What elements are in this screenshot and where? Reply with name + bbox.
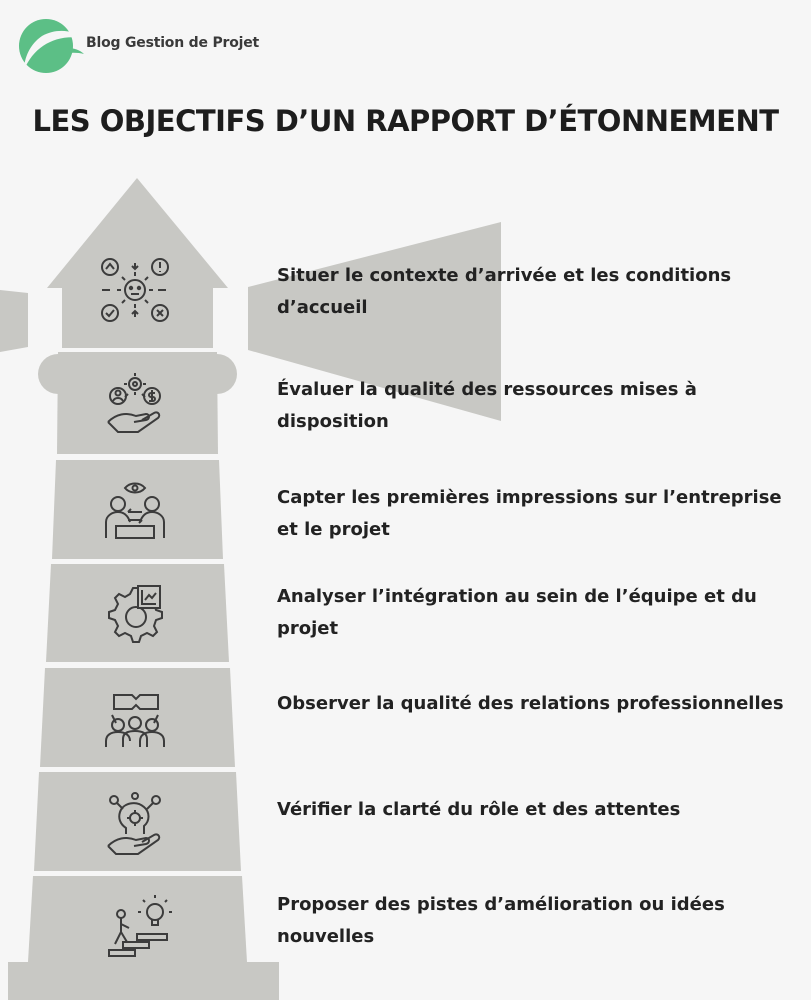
- page-title: LES OBJECTIFS D’UN RAPPORT D’ÉTONNEMENT: [32, 104, 779, 138]
- objective-text: Situer le contexte d’arrivée et les conditions d’accueil: [277, 265, 732, 318]
- objective-text: Vérifier la clarté du rôle et des attentes: [277, 799, 681, 820]
- impressions-people-icon: [100, 480, 170, 550]
- objective-text: Proposer des pistes d’amélioration ou idées nouvelles: [277, 894, 725, 947]
- relations-team-icon: [100, 685, 170, 755]
- resources-hand-icon: [100, 370, 170, 440]
- objective-text: Capter les premières impressions sur l’entreprise et le projet: [277, 487, 782, 540]
- improvement-stairs-bulb-icon: [103, 892, 173, 962]
- objective-text: Évaluer la qualité des ressources mises à disposition: [277, 379, 697, 432]
- integration-gear-chart-icon: [100, 580, 170, 650]
- objective-text: Observer la qualité des relations professionnelles: [277, 693, 784, 714]
- context-gear-icon: [100, 255, 170, 325]
- blog-name: Blog Gestion de Projet: [86, 35, 260, 51]
- objective-text: Analyser l’intégration au sein de l’équipe et du projet: [277, 586, 757, 639]
- role-head-hand-icon: [100, 790, 170, 860]
